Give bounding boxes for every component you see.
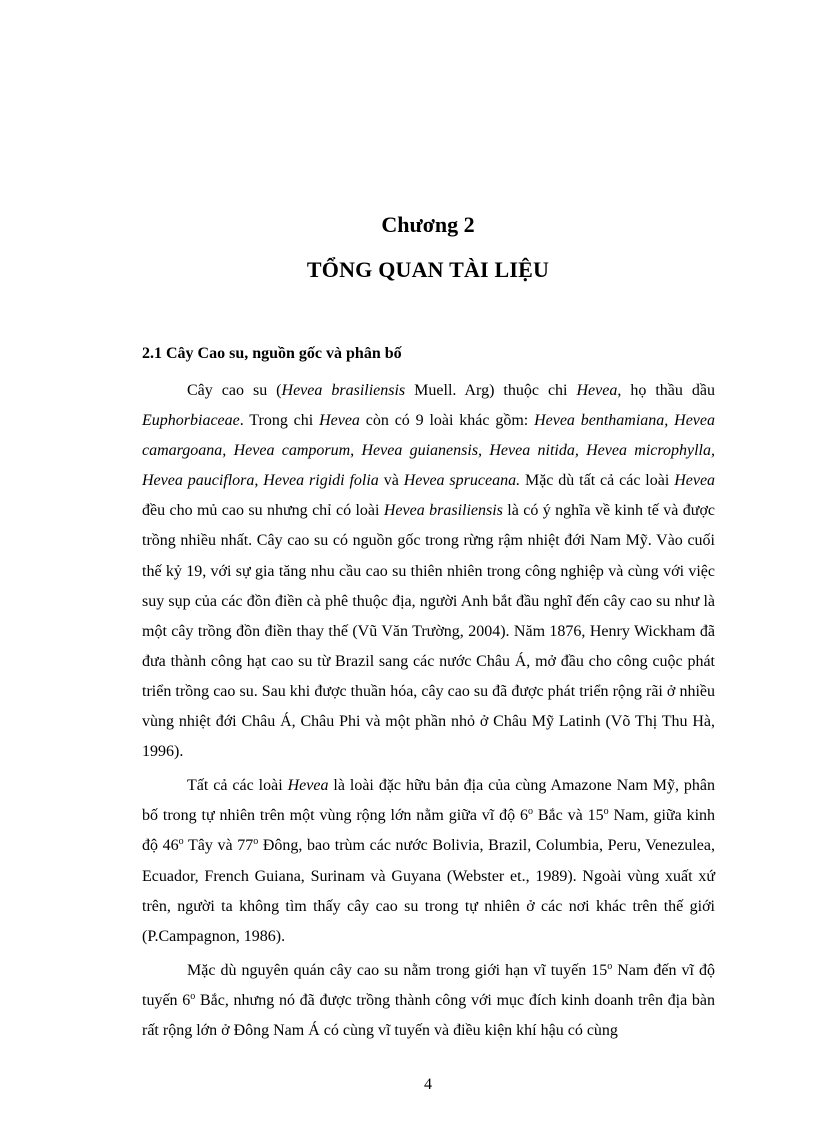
- degree-superscript: o: [253, 836, 259, 848]
- chapter-number: Chương 2: [381, 212, 475, 237]
- italic-run: Hevea: [287, 777, 329, 795]
- text-run: . Trong chi: [239, 412, 320, 430]
- paragraph-3: [142, 956, 715, 1046]
- italic-run: Hevea brasiliensis: [281, 382, 406, 399]
- italic-run: Hevea benthamiana, Hevea camargoana, Hevea camporum, Hevea guianensis, Hevea nitida, Hevea microphylla, Hevea pauciflora, Hevea rigidi folia: [142, 412, 715, 490]
- italic-run: Euphorbiaceae: [142, 412, 240, 430]
- text-run: Tây và 77: [183, 837, 254, 855]
- text-run: Mặc dù nguyên quán cây cao su nằm trong giới hạn vĩ tuyến 15: [187, 961, 608, 979]
- text-run: Mặc dù tất cả các loài: [520, 472, 675, 490]
- page-number: 4: [424, 1076, 432, 1093]
- degree-superscript: o: [603, 806, 609, 818]
- text-run: , họ thầu dầu: [617, 382, 715, 399]
- italic-run: Hevea: [674, 472, 716, 490]
- degree-superscript: o: [528, 806, 534, 818]
- paragraph-1: [142, 376, 715, 767]
- text-run: Bắc, nhưng nó đã được trồng thành công với mục đích kinh doanh trên địa bàn rất rộng lớn ở Đông Nam Á có cùng vĩ tuyến và điều kiện khí hậu có cùng: [142, 991, 716, 1039]
- section-heading: 2.1 Cây Cao su, nguồn gốc và phân bố: [142, 345, 402, 362]
- italic-run: Hevea: [576, 382, 618, 399]
- text-run: Nam đến vĩ độ tuyến 6: [142, 961, 716, 1009]
- text-run: là có ý nghĩa về kinh tế và được trồng nhiều nhất. Cây cao su có nguồn gốc trong rừng rậm nhiệt đới Nam Mỹ. Vào cuối thế kỷ 19, với sự gia tăng nhu cầu cao su thiên nhiên trong công nghiệp và cùng với việc suy sụp của các đồn điền cà phê thuộc địa, người Anh bắt đầu nghĩ đến cây cao su như là một cây trồng đồn điền thay thế (Vũ Văn Trường, 2004). Năm 1876, Henry Wickham đã đưa thành công hạt cao su từ Brazil sang các nước Châu Á, mở đầu cho công cuộc phát triển trồng cao su. Sau khi được thuần hóa, cây cao su đã được phát triển rộng rãi ở nhiều vùng nhiệt đới Châu Á, Châu Phi và một phần nhỏ ở Châu Mỹ Latinh (Võ Thị Thu Hà, 1996).: [142, 502, 716, 761]
- degree-superscript: o: [607, 960, 613, 972]
- text-run: Muell. Arg) thuộc chi: [405, 382, 577, 399]
- text-run: Nam, giữa kinh độ 46: [142, 807, 716, 855]
- text-run: là loài đặc hữu bản địa của cùng Amazone Nam Mỹ, phân bố trong tự nhiên trên một vùng rộng lớn nằm giữa vĩ độ 6: [142, 777, 715, 825]
- degree-superscript: o: [178, 836, 184, 848]
- body-text: [142, 376, 715, 1046]
- text-run: Đông, bao trùm các nước Bolivia, Brazil, Columbia, Peru, Venezulea, Ecuador, French Guiana, Surinam và Guyana (Webster et., 1989). Ngoài vùng xuất xứ trên, người ta không tìm thấy cây cao su trong tự nhiên ở các nơi khác trên thế giới (P.Campagnon, 1986).: [142, 837, 716, 945]
- text-run: Tất cả các loài: [187, 777, 288, 795]
- text-run: và: [378, 472, 404, 490]
- text-run: Bắc và 15: [533, 807, 604, 825]
- italic-run: Hevea brasiliensis: [383, 502, 503, 520]
- text-run: còn có 9 loài khác gồm:: [359, 412, 535, 430]
- chapter-title: TỔNG QUAN TÀI LIỆU: [306, 257, 550, 282]
- text-run: Cây cao su (: [187, 382, 282, 399]
- text-run: đều cho mủ cao su nhưng chỉ có loài: [142, 502, 384, 520]
- italic-run: Hevea spruceana.: [403, 472, 521, 490]
- degree-superscript: o: [190, 990, 196, 1002]
- italic-run: Hevea: [319, 412, 360, 430]
- paragraph-2: [142, 771, 715, 952]
